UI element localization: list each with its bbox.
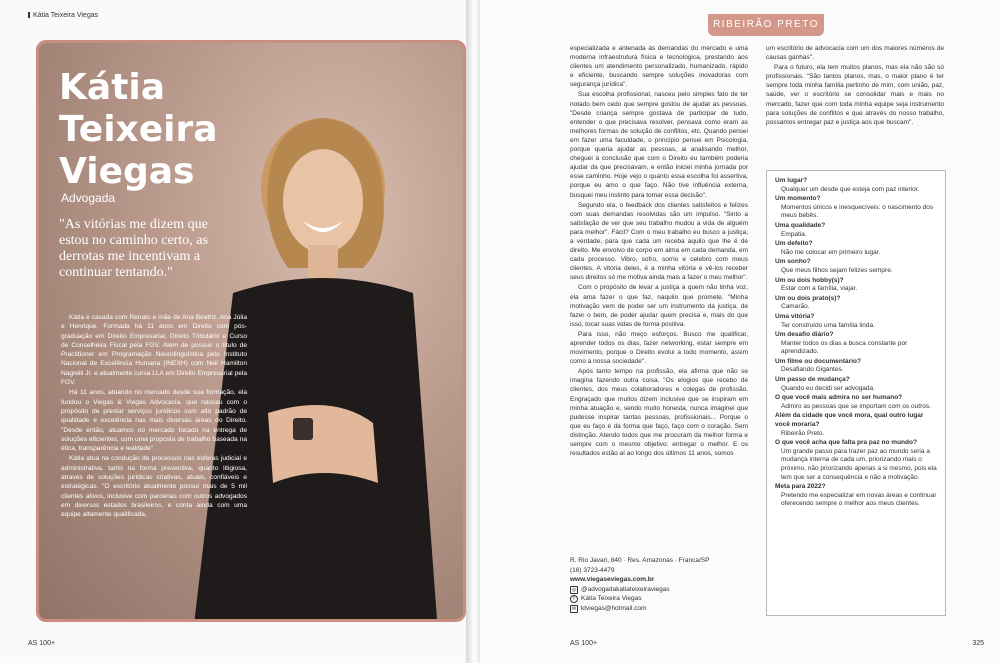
- contact-instagram: [570, 585, 748, 595]
- city-tag: RIBEIRÃO PRETO: [708, 14, 824, 36]
- folio-label-left: AS 100+: [28, 640, 56, 647]
- qa-item: [775, 195, 937, 221]
- body-paragraph: Kátia atua na condução de processos nas esferas judicial e administrativa, tanto na forma preventiva, quanto litigiosa, através de soluções jurídicas criativas, atuais, confiáveis e estratégicas. "O escritório atualmente possui mais de 5 mil clientes ativos, inclusive com parcerias com outros advogados em diversos estados brasileiros, e conta ainda com uma equipe altamente qualificada,: [61, 455, 247, 519]
- website-link[interactable]: www.viegaseviegas.com.br: [570, 576, 655, 584]
- contact-block: [570, 556, 748, 614]
- qa-answer: Que meus filhos sejam felizes sempre.: [781, 266, 893, 274]
- contact-website: [570, 575, 748, 585]
- qa-answer: Qualquer um desde que esteja com paz interior.: [781, 185, 920, 193]
- article-column-2: [766, 44, 944, 128]
- hero-body-text: [61, 313, 247, 521]
- contact-facebook: [570, 594, 748, 604]
- qa-question: Um momento?: [775, 195, 821, 203]
- qa-question: Uma vitória?: [775, 312, 815, 320]
- body-paragraph: Para o futuro, ela tem muitos planos, mas ela não são só profissionais. "São tantos planos, mas, o maior plano é ter sempre toda minha família pertinho de mim, com união, paz, saúde, ver o escritório se consolidar mais e mais no mercado, fazer que com toda minha equipe seja instrumento para soluções de conflitos e que através do nosso trabalho, possamos entregar paz e justiça aos que buscam".: [766, 64, 944, 126]
- contact-phone: [570, 566, 748, 576]
- qa-question: Um defeito?: [775, 240, 813, 248]
- qa-question: Um lugar?: [775, 177, 808, 184]
- qa-item: [775, 258, 937, 275]
- body-paragraph: especializada e antenada às demandas do mercado e uma moderna infraestrutura física e tecnológica, prestando aos clientes um atendimento personalizado, humanizado, rápido e eficiente, buscando sempre soluções inovadoras com segurança jurídica".: [570, 45, 748, 89]
- qa-item: [775, 331, 937, 357]
- qa-answer: Ter construído uma família linda.: [781, 321, 875, 329]
- email-icon: ✉: [571, 605, 577, 612]
- qa-answer: Admiro as pessoas que se importam com os outros.: [781, 402, 931, 410]
- facebook-name[interactable]: Kátia Teixeira Viegas: [581, 595, 642, 603]
- body-paragraph: Segundo ela, o feedback dos clientes satisfeitos e felizes com suas demandas resolvidas são um impulso. "Sinto a satisfação de ver que seu trabalho mudou a vida de alguém para melhor". Fácil? Com o meu trabalho eu busco a justiça, a verdade, para que cada um receba aquilo que lhe é de direito. Me envolvo de corpo em alma em cada demanda, em cada processo. Vibro, sofro, sorrio e celebro com meus clientes. A vitória deles, é a minha vitória e vê-los receber seus direitos só me motiva ainda mais a fazer o meu melhor".: [570, 201, 748, 282]
- contact-email: [570, 604, 748, 614]
- qa-question: Um ou dois hobby(s)?: [775, 276, 844, 284]
- arm-shape: [268, 405, 378, 483]
- qa-question: Um desafio diário?: [775, 331, 834, 339]
- address-text: R. Rio Javari, 840 · Res. Amazonas · Franca/SP: [570, 557, 710, 564]
- qa-answer: Quando eu decidi ser advogada.: [781, 384, 875, 392]
- qa-answer: Ribeirão Preto.: [781, 429, 825, 437]
- qa-answer: Um grande passo para trazer paz ao mundo seria a mudança interna de cada um, priorizando mais o próximo, não priorizando apenas a si mesmo, pois ela tem que ser a consequência e não a motivação.: [781, 447, 937, 481]
- name-line: Teixeira: [59, 109, 218, 150]
- contact-address: [570, 556, 748, 566]
- name-line: Viegas: [59, 151, 195, 192]
- right-page: [480, 0, 1000, 663]
- qa-question: O que você mais admira no ser humano?: [775, 394, 903, 402]
- qa-answer: Não me colocar em primeiro lugar.: [781, 248, 881, 256]
- qa-item: [775, 313, 937, 330]
- body-paragraph: Sua escolha profissional, nasceu pelo simples fato de ter notado bem cedo que sempre gostou de ajudar as pessoas. "Desde criança sempre gostava de participar de tudo, entender o que precisava resolver, pensava como eram as melhores formas de solução de conflitos, etc. Quando pensei em fazer uma faculdade, o princípio pensei em Psicologia, porque queria ajudar as pessoas, ai analisando melhor, cheguei à conclusão que com o Direito eu também poderia ajudar da que precisavam, e então iniciei minha jornada por esse caminho. Hoje vejo o quanto essa escolha foi assertiva, porque eu amo o que faço. Não tive influência externa, busquei meu instinto para tomar essa decisão".: [570, 91, 748, 199]
- qa-item: [775, 177, 937, 194]
- body-paragraph: Há 11 anos, atuando no mercado desde sua formação, ela fundou o Viegas & Viegas Advocacia, que nasceu com o propósito de prestar serviços jurídicos com alto padrão de qualidade e excelência nas mais diversas áreas do Direito. "Desde então, atuamos no mercado focado na entrega de soluções eficientes, com uma proposta de trabalho baseada na ética, transparência e lealdade".: [61, 389, 247, 453]
- qa-answer: Manter todos os dias a busca constante por aprendizado.: [781, 339, 908, 356]
- qa-answer: Desafiando Gigantes.: [781, 366, 844, 374]
- body-paragraph: um escritório de advocacia com um dos maiores números de causas ganhas".: [766, 45, 944, 62]
- qa-item: [775, 483, 937, 509]
- qa-question: Um passo de mudança?: [775, 376, 850, 384]
- qa-answer: Empatia.: [781, 230, 807, 238]
- qa-answer: Momentos únicos e inesquecíveis: o nascimento dos meus bebês.: [781, 203, 934, 220]
- qa-question: Uma qualidade?: [775, 221, 826, 229]
- article-column-1: [570, 44, 748, 459]
- hero-role: Advogada: [61, 191, 116, 205]
- qa-question: Meta para 2022?: [775, 483, 826, 491]
- qa-answer: Estar com a família, viajar.: [781, 285, 858, 293]
- qa-question: Um sonho?: [775, 258, 811, 266]
- qa-item: [775, 394, 937, 411]
- qa-question: Um filme ou documentário?: [775, 357, 861, 365]
- hero-name: [59, 67, 259, 193]
- qa-item: [775, 439, 937, 482]
- email-address[interactable]: ktviegas@hotmail.com: [581, 604, 647, 612]
- running-head: Kátia Teixeira Viegas: [28, 12, 98, 19]
- body-paragraph: Kátia é casada com Renato e mãe de Ana Beatriz, Ana Júlia e Henrique. Formada há 11 anos em Direito com pós-graduação em Direito Empresarial, Direito Tributário e Curso de Conselheira Fiscal pela FGV. Além de possuir o título de Practitioner em Programação Neurolinguística pelo Instituto Nacional de Excelência Humana (INEXH) com Neil Hamilton Nagrelli Jr. e atualmente cursa LLA em Direito Empresarial pela FGV.: [61, 314, 247, 387]
- qa-item: [775, 222, 937, 239]
- book-gutter: [466, 0, 480, 663]
- body-paragraph: Após tanto tempo na profissão, ela afirma que não se imagina fazendo outra coisa. "Os elogios que recebo de clientes, dos meus colaboradores e colegas de profissão. Engraçado que muitos dizem inclusive que se inspiram em minha atuação e, sendo muito honesta, nunca imaginei que pudesse inspirar tantas pessoas, profissionais... Porque o que eu faço é da forma que faço, faço com o coração. Sem distinção. Atendo todos que me procuram da melhor forma e sempre com o mesmo objetivo: entregar o melhor. E os resultados estão aí ao longo dos últimos 11 anos, somos: [570, 368, 748, 458]
- qa-box: [766, 170, 946, 616]
- page-number: 325: [972, 640, 984, 647]
- qa-item: [775, 277, 937, 294]
- qa-answer: Camarão.: [781, 303, 810, 311]
- phone-text: (16) 3723-4479: [570, 566, 615, 574]
- qa-item: [775, 412, 937, 438]
- face-shape: [283, 149, 363, 253]
- hero-quote: "As vitórias me dizem que estou no caminho certo, as derrotas me incentivam a continuar tentando.": [59, 217, 208, 280]
- qa-answer: Pretendo me especializar em novas áreas e continuar oferecendo sempre o melhor aos meus clientes.: [781, 491, 937, 508]
- qa-item: [775, 240, 937, 257]
- hero-photo-panel: [36, 40, 466, 622]
- qa-question: Um ou dois prato(s)?: [775, 294, 841, 302]
- qa-question: O que você acha que falta pra paz no mundo?: [775, 439, 917, 447]
- body-paragraph: Para isso, não meço esforços. Busco me qualificar, aprender todos os dias, fazer networking, estar sempre em movimento, porque o Direito evolui a todo momento, assim como a nossa sociedade".: [570, 330, 748, 366]
- qa-item: [775, 358, 937, 375]
- folio-label-right: AS 100+: [570, 640, 598, 647]
- instagram-handle[interactable]: @advogadakatiateixeiraviegas: [581, 585, 670, 593]
- left-page: [0, 0, 466, 663]
- facebook-icon: f: [570, 595, 578, 603]
- qa-question: Além da cidade que você mora, qual outro lugar você moraria?: [775, 412, 924, 429]
- qa-item: [775, 295, 937, 312]
- qa-item: [775, 376, 937, 393]
- name-line: Kátia: [59, 67, 166, 108]
- instagram-icon: ◎: [571, 586, 577, 593]
- body-paragraph: Com o propósito de levar a justiça a quem não tinha voz, ela ama fazer o que faz, naquilo que promete. "Minha motivação vem de poder ser um instrumento da justiça, de fazer o bem, de poder ajudar quem precisa e, mais do que isso, tocar suas vidas de forma positiva.: [570, 284, 748, 328]
- watch-shape: [293, 418, 313, 440]
